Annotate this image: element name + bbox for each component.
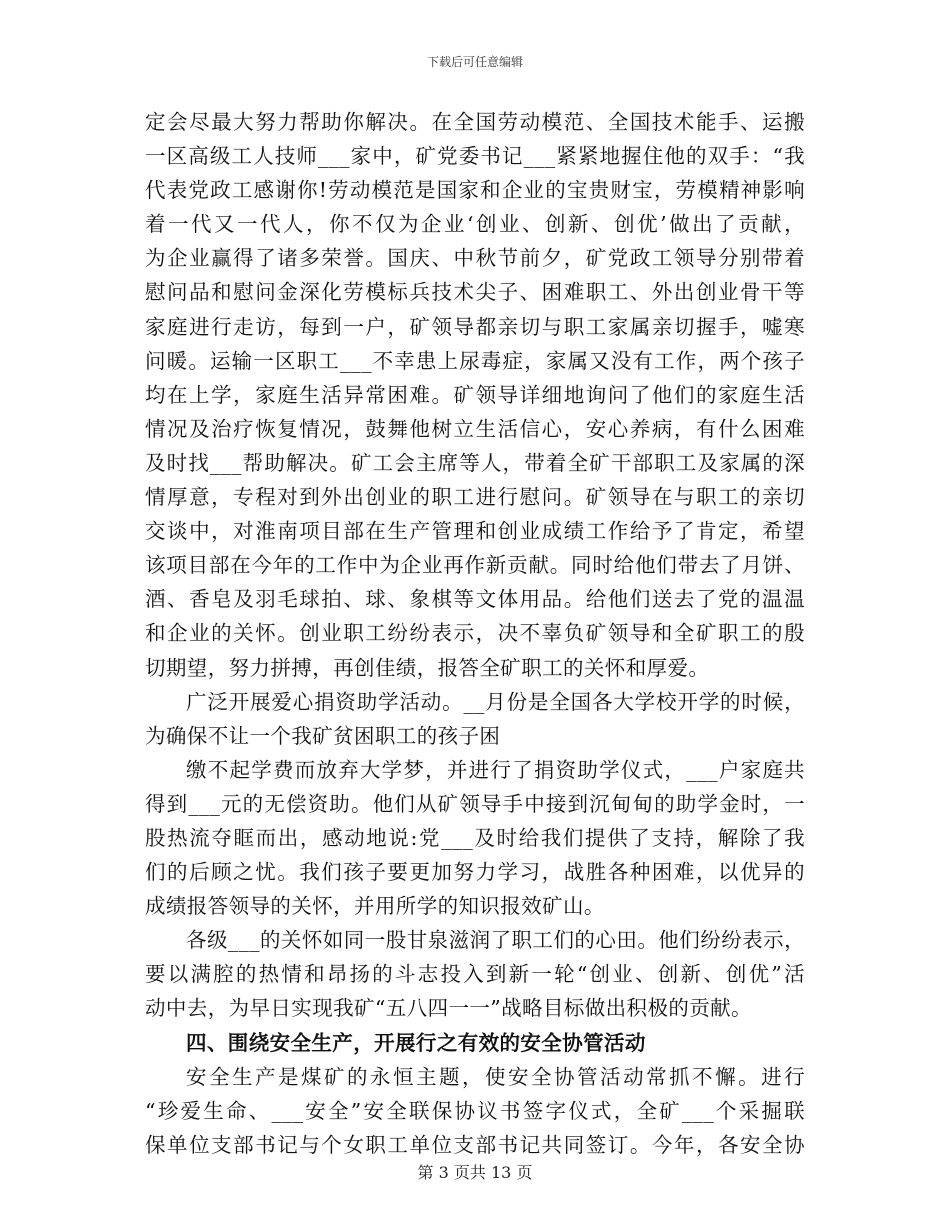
text-line: 慰问品和慰问金深化劳模标兵技术尖子、困难职工、外出创业骨干等 bbox=[145, 280, 805, 305]
text-line: 切期望，努力拼搏，再创佳绩，报答全矿职工的关怀和厚爱。 bbox=[145, 655, 710, 680]
text-line: 酒、香皂及羽毛球拍、球、象棋等文体用品。给他们送去了党的温温 bbox=[145, 587, 805, 612]
text-line: 定会尽最大努力帮助你解决。在全国劳动模范、全国技术能手、运搬 bbox=[145, 110, 805, 134]
text-line: 交谈中，对淮南项目部在生产管理和创业成绩工作给予了肯定，希望 bbox=[145, 519, 805, 544]
text-line: 广泛开展爱心捐资助学活动。__月份是全国各大学校开学的时候， bbox=[186, 689, 805, 714]
page-number-footer: 第 3 页共 13 页 bbox=[417, 1163, 533, 1182]
text-line: 该项目部在今年的工作中为企业再作新贡献。同时给他们带去了月饼、 bbox=[145, 553, 805, 578]
text-line: 问暖。运输一区职工___不幸患上尿毒症，家属又没有工作，两个孩子 bbox=[145, 348, 805, 373]
text-line: 及时找___帮助解决。矿工会主席等人，带着全矿干部职工及家属的深 bbox=[145, 450, 805, 475]
text-line: 保单位支部书记与个女职工单位支部书记共同签订。今年，各安全协 bbox=[145, 1132, 805, 1157]
text-line: 缴不起学费而放弃大学梦，并进行了捐资助学仪式，___户家庭共 bbox=[186, 757, 805, 782]
header-note: 下载后可任意编辑 bbox=[426, 55, 523, 69]
text-line: 为企业赢得了诸多荣誉。国庆、中秋节前夕，矿党政工领导分别带着 bbox=[145, 246, 805, 271]
text-line: 家庭进行走访，每到一户，矿领导都亲切与职工家属亲切握手，嘘寒 bbox=[145, 314, 805, 339]
text-line: 代表党政工感谢你!劳动模范是国家和企业的宝贵财宝，劳模精神影响 bbox=[145, 178, 805, 203]
text-line: 动中去，为早日实现我矿“五八四一一”战略目标做出积极的贡献。 bbox=[145, 996, 752, 1021]
text-line: “珍爱生命、___安全”安全联保协议书签字仪式，全矿___个采掘联 bbox=[145, 1098, 805, 1123]
text-line: 着一代又一代人，你不仅为企业‘创业、创新、创优’做出了贡献， bbox=[145, 212, 805, 237]
text-line: 得到___元的无偿资助。他们从矿领导手中接到沉甸甸的助学金时，一 bbox=[145, 791, 805, 816]
text-line: 一区高级工人技师___家中，矿党委书记___紧紧地握住他的双手：“我 bbox=[145, 144, 805, 169]
text-line: 股热流夺眶而出，感动地说:党___及时给我们提供了支持，解除了我 bbox=[145, 825, 805, 850]
text-line: 情厚意，专程对到外出创业的职工进行慰问。矿领导在与职工的亲切 bbox=[145, 485, 805, 510]
text-line: 们的后顾之忧。我们孩子要更加努力学习，战胜各种困难，以优异的 bbox=[145, 860, 805, 885]
text-line: 和企业的关怀。创业职工纷纷表示，决不辜负矿领导和全矿职工的殷 bbox=[145, 621, 805, 646]
text-line: 情况及治疗恢复情况，鼓舞他树立生活信心，安心养病，有什么困难 bbox=[145, 416, 805, 441]
text-line: 要以满腔的热情和昂扬的斗志投入到新一轮“创业、创新、创优”活 bbox=[145, 962, 805, 987]
text-line: 为确保不让一个我矿贫困职工的孩子困 bbox=[145, 723, 501, 748]
text-line: 成绩报答领导的关怀，并用所学的知识报效矿山。 bbox=[145, 894, 605, 919]
text-line: 安全生产是煤矿的永恒主题，使安全协管活动常抓不懈。进行 bbox=[186, 1064, 805, 1089]
text-line: 均在上学，家庭生活异常困难。矿领导详细地询问了他们的家庭生活 bbox=[145, 382, 805, 407]
document-body bbox=[145, 105, 805, 1162]
section-heading-line: 四、围绕安全生产，开展行之有效的安全协管活动 bbox=[186, 1030, 646, 1055]
text-line: 各级___的关怀如同一股甘泉滋润了职工们的心田。他们纷纷表示， bbox=[186, 928, 805, 953]
